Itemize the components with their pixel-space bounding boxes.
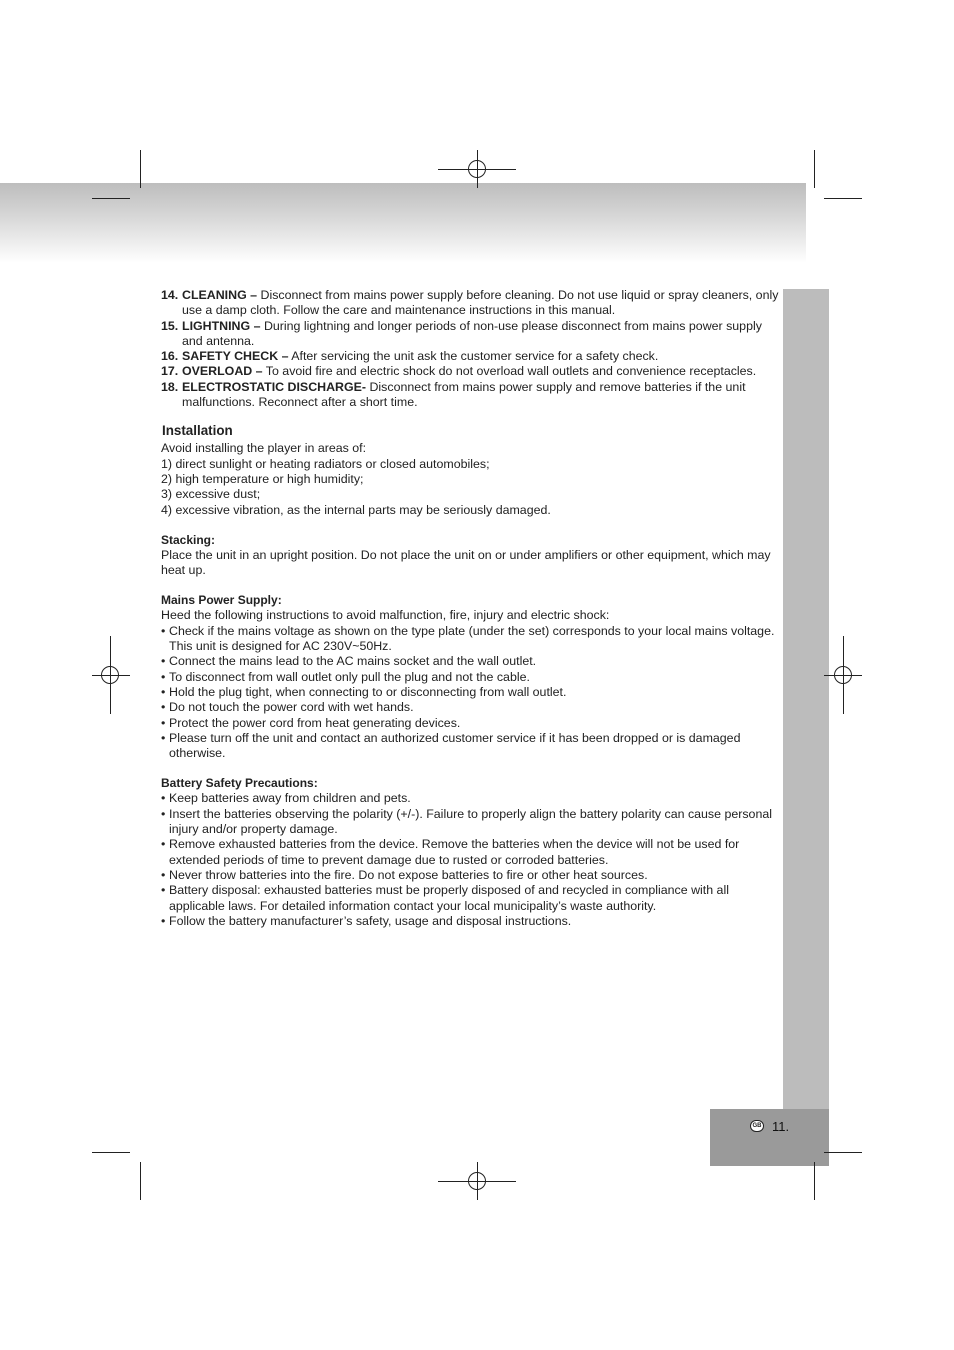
safety-item-title: SAFETY CHECK – xyxy=(182,349,289,364)
list-item: • Check if the mains voltage as shown on the type plate (under the set) corresponds to your local mains voltage. This unit is designed for AC 230V~50Hz. xyxy=(161,624,781,655)
safety-list xyxy=(161,288,781,410)
list-item: 3) excessive dust; xyxy=(161,487,261,502)
safety-item-cleaning: 14. CLEANING – Disconnect from mains power supply before cleaning. Do not use liquid or spray cleaners, only use a damp cloth. Follow the care and maintenance instructions in this manual. xyxy=(161,288,779,318)
list-item: • Battery disposal: exhausted batteries must be properly disposed of and recycled in compliance with all applicable laws. For detailed information contact your local municipality’s waste authority. xyxy=(161,883,781,914)
mains-intro: Heed the following instructions to avoid malfunction, fire, injury and electric shock: xyxy=(161,608,610,623)
list-item: • Connect the mains lead to the AC mains socket and the wall outlet. xyxy=(161,654,781,669)
safety-item-electrostatic: 18. ELECTROSTATIC DISCHARGE- Disconnect from mains power supply and remove batteries if the unit malfunctions. Reconnect after a short time. xyxy=(161,379,746,410)
list-item: • Follow the battery manufacturer’s safety, usage and disposal instructions. xyxy=(161,914,781,929)
installation-intro: Avoid installing the player in areas of: xyxy=(161,441,367,456)
stacking-heading: Stacking: xyxy=(161,532,216,547)
safety-item-overload: 17. OVERLOAD – To avoid fire and electric shock do not overload wall outlets and convenience receptacles. xyxy=(161,364,757,379)
list-item: • Insert the batteries observing the polarity (+/-). Failure to properly align the battery polarity can cause personal injury and/or property damage. xyxy=(161,807,781,838)
list-item: • Please turn off the unit and contact an authorized customer service if it has been dropped or is damaged otherwise. xyxy=(161,731,781,762)
manual-content xyxy=(161,288,781,929)
page-number: 11. xyxy=(772,1119,790,1134)
list-item: • To disconnect from wall outlet only pull the plug and not the cable. xyxy=(161,670,781,685)
safety-item-title: LIGHTNING – xyxy=(182,318,261,333)
battery-heading: Battery Safety Precautions: xyxy=(161,776,318,791)
header-gradient-band xyxy=(0,183,806,263)
gb-language-badge: GB xyxy=(750,1120,764,1132)
list-item: • Do not touch the power cord with wet hands. xyxy=(161,700,781,715)
list-item: 4) excessive vibration, as the internal parts may be seriously damaged. xyxy=(161,502,551,517)
safety-item-title: CLEANING – xyxy=(182,288,258,302)
safety-item-safety-check: 16. SAFETY CHECK – After servicing the unit ask the customer service for a safety check. xyxy=(161,349,659,364)
mains-heading: Mains Power Supply: xyxy=(161,593,282,608)
stacking-text: Place the unit in an upright position. Do not place the unit on or under amplifiers or other equipment, which may heat up. xyxy=(161,547,771,578)
list-item: 2) high temperature or high humidity; xyxy=(161,471,364,486)
safety-item-title: ELECTROSTATIC DISCHARGE- xyxy=(182,379,367,394)
safety-item-lightning: 15. LIGHTNING – During lightning and longer periods of non-use please disconnect from mains power supply and antenna. xyxy=(161,318,762,348)
list-item: • Remove exhausted batteries from the device. Remove the batteries when the device will not be used for extended periods of time to prevent damage due to rusted or corroded batteries. xyxy=(161,837,781,868)
page-number-box xyxy=(710,1109,829,1166)
safety-item-text: After servicing the unit ask the customer service for a safety check. xyxy=(291,349,659,364)
safety-item-text: Disconnect from mains power supply and remove batteries if the unit malfunctions. Reconnect after a short time. xyxy=(182,379,746,410)
list-item: • Keep batteries away from children and pets. xyxy=(161,791,781,806)
safety-item-text: During lightning and longer periods of non-use please disconnect from mains power supply and antenna. xyxy=(182,318,762,348)
list-item: • Hold the plug tight, when connecting to or disconnecting from wall outlet. xyxy=(161,685,781,700)
list-item: • Protect the power cord from heat generating devices. xyxy=(161,716,781,731)
safety-item-title: OVERLOAD – xyxy=(182,364,263,379)
safety-item-text: To avoid fire and electric shock do not overload wall outlets and convenience receptacles. xyxy=(265,364,757,379)
installation-heading: Installation xyxy=(162,423,233,439)
list-item: 1) direct sunlight or heating radiators or closed automobiles; xyxy=(161,456,490,471)
list-item: • Never throw batteries into the fire. Do not expose batteries to fire or other heat sources. xyxy=(161,868,781,883)
safety-item-text: Disconnect from mains power supply before cleaning. Do not use liquid or spray cleaners, only use a damp cloth. Follow the care and maintenance instructions in this manual. xyxy=(182,288,779,318)
side-tab xyxy=(783,289,829,1166)
